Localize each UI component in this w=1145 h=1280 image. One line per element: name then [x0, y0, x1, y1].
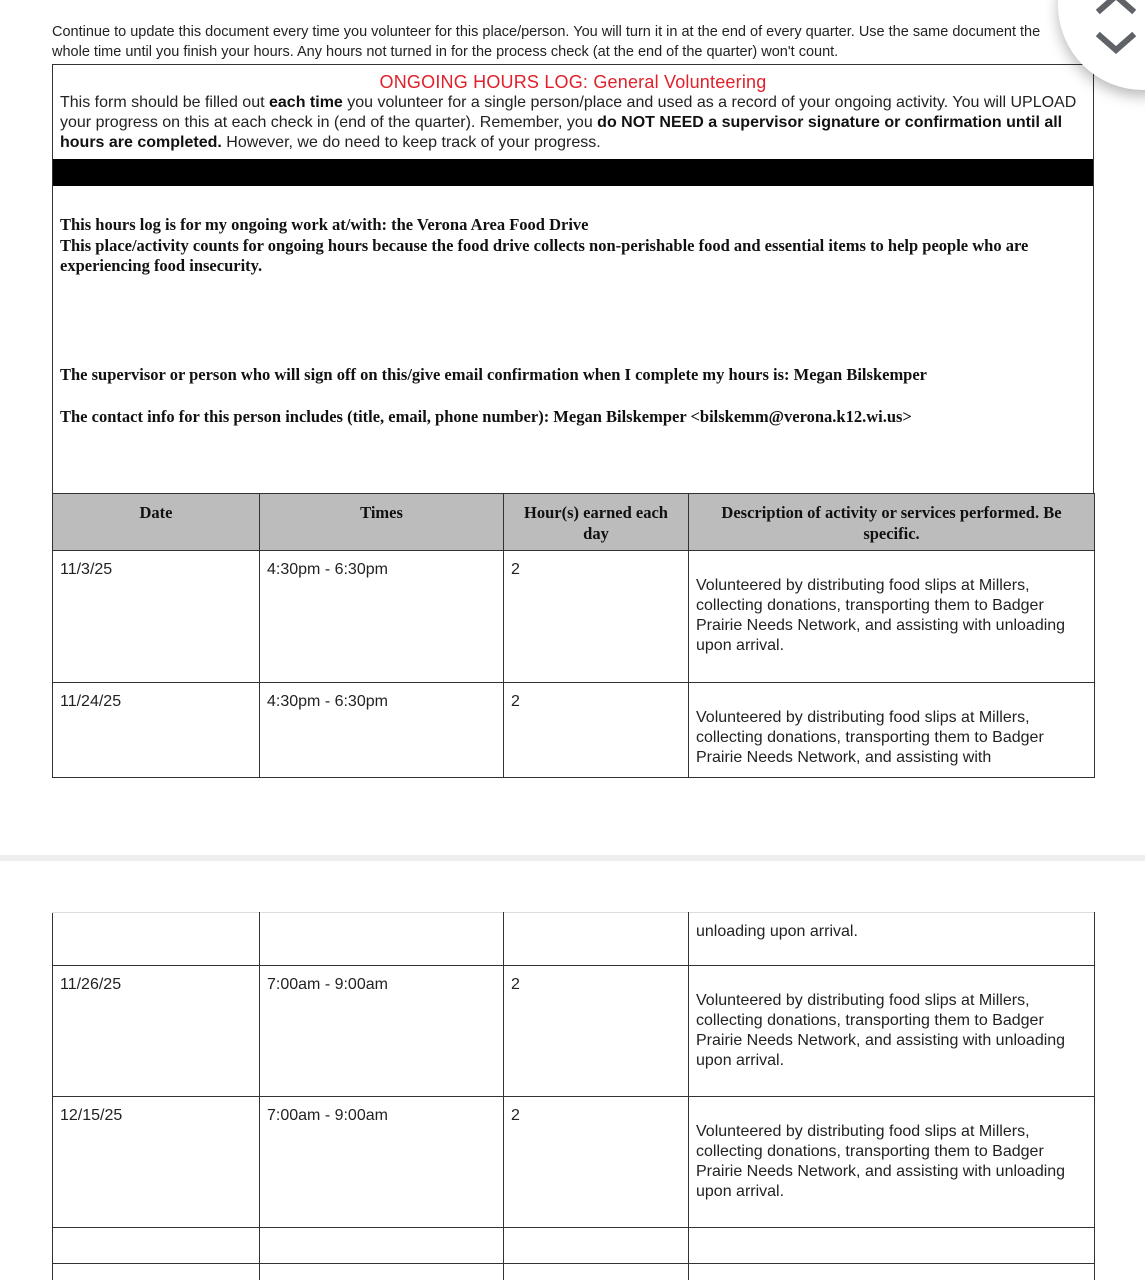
cell-date[interactable]	[53, 1228, 260, 1264]
work-info	[60, 215, 1080, 277]
cell-date[interactable]: 12/15/25	[53, 1097, 260, 1228]
cell-date[interactable]: 11/26/25	[53, 966, 260, 1097]
cell-description[interactable]: Volunteered by distributing food slips at Millers, collecting donations, transporting them to Badger Prairie Needs Network, and assisting with unloading upon arrival.	[689, 551, 1095, 683]
table-row	[53, 966, 1095, 1097]
table-row	[53, 683, 1095, 778]
cell-date[interactable]: 11/3/25	[53, 551, 260, 683]
cell-description[interactable]	[689, 1228, 1095, 1264]
header-description: Description of activity or services performed. Be specific.	[689, 494, 1095, 551]
contact-line: The contact info for this person includes (title, email, phone number): Megan Bilskemper <bilskemm@verona.k12.wi.us>	[60, 407, 912, 426]
black-divider-bar	[53, 159, 1093, 186]
desc-bold-text: do NOT NEED a supervisor signature or confirmation until all hours are completed.	[60, 114, 1063, 151]
table-row-empty	[53, 1228, 1095, 1264]
cell-hours[interactable]	[504, 913, 689, 966]
work-location-line: This hours log is for my ongoing work at/with: the Verona Area Food Drive	[60, 215, 589, 234]
cell-times[interactable]: 7:00am - 9:00am	[260, 966, 504, 1097]
cell-hours[interactable]: 2	[504, 966, 689, 1097]
form-description	[53, 93, 1093, 153]
header-times: Times	[260, 494, 504, 551]
chevron-down-icon	[1094, 30, 1138, 60]
cell-date[interactable]	[53, 1264, 260, 1280]
cell-hours[interactable]: 2	[504, 1097, 689, 1228]
chevron-up-icon	[1094, 0, 1138, 16]
cell-description[interactable]: Volunteered by distributing food slips at Millers, collecting donations, transporting them to Badger Prairie Needs Network, and assisting with	[689, 683, 1095, 778]
next-page-button[interactable]	[1094, 30, 1138, 60]
supervisor-line: The supervisor or person who will sign off on this/give email confirmation when I complete my hours is: Megan Bilskemper	[60, 365, 928, 384]
cell-description[interactable]: Volunteered by distributing food slips at Millers, collecting donations, transporting them to Badger Prairie Needs Network, and assisting with unloading upon arrival.	[689, 1097, 1095, 1228]
cell-times[interactable]: 4:30pm - 6:30pm	[260, 551, 504, 683]
form-header-box	[52, 64, 1094, 494]
cell-hours[interactable]	[504, 1228, 689, 1264]
hours-log-table-continued	[52, 912, 1095, 1280]
desc-text: However, we do need to keep track of your progress.	[221, 134, 601, 151]
form-title: ONGOING HOURS LOG: General Volunteering	[379, 72, 767, 92]
cell-hours[interactable]: 2	[504, 683, 689, 778]
cell-times[interactable]	[260, 1228, 504, 1264]
desc-text: This form should be filled out	[60, 94, 269, 111]
table-row-continuation	[53, 913, 1095, 966]
cell-date[interactable]	[53, 913, 260, 966]
header-date: Date	[53, 494, 260, 551]
cell-description[interactable]: unloading upon arrival.	[689, 913, 1095, 966]
table-row	[53, 1097, 1095, 1228]
table-row	[53, 551, 1095, 683]
table-header-row	[53, 494, 1095, 551]
desc-text: you volunteer for a single person/place and used as a record of your ongoing activity. You will UPLOAD your progress on this at each check in (end of the quarter). Remember, you	[60, 94, 1077, 131]
intro-instructions: Continue to update this document every time you volunteer for this place/person. You will turn it in at the end of every quarter. Use the same document the whole time until you finish your hours. Any hours not turned in for the process check (at the end of the quarter) won't count.	[52, 24, 1041, 60]
header-hours: Hour(s) earned each day	[504, 494, 689, 551]
cell-hours[interactable]	[504, 1264, 689, 1280]
reason-line: This place/activity counts for ongoing hours because the food drive collects non-perishable food and essential items to help people who are experiencing food insecurity.	[60, 235, 1029, 275]
previous-page-button[interactable]	[1094, 0, 1138, 16]
cell-description[interactable]: Volunteered by distributing food slips at Millers, collecting donations, transporting them to Badger Prairie Needs Network, and assisting with unloading upon arrival.	[689, 966, 1095, 1097]
desc-bold-text: each time	[269, 94, 343, 111]
cell-times[interactable]	[260, 1264, 504, 1280]
cell-description[interactable]	[689, 1264, 1095, 1280]
cell-hours[interactable]: 2	[504, 551, 689, 683]
cell-date[interactable]: 11/24/25	[53, 683, 260, 778]
cell-times[interactable]: 7:00am - 9:00am	[260, 1097, 504, 1228]
cell-times[interactable]	[260, 913, 504, 966]
table-row-empty	[53, 1264, 1095, 1280]
cell-times[interactable]: 4:30pm - 6:30pm	[260, 683, 504, 778]
hours-log-table	[52, 493, 1095, 778]
